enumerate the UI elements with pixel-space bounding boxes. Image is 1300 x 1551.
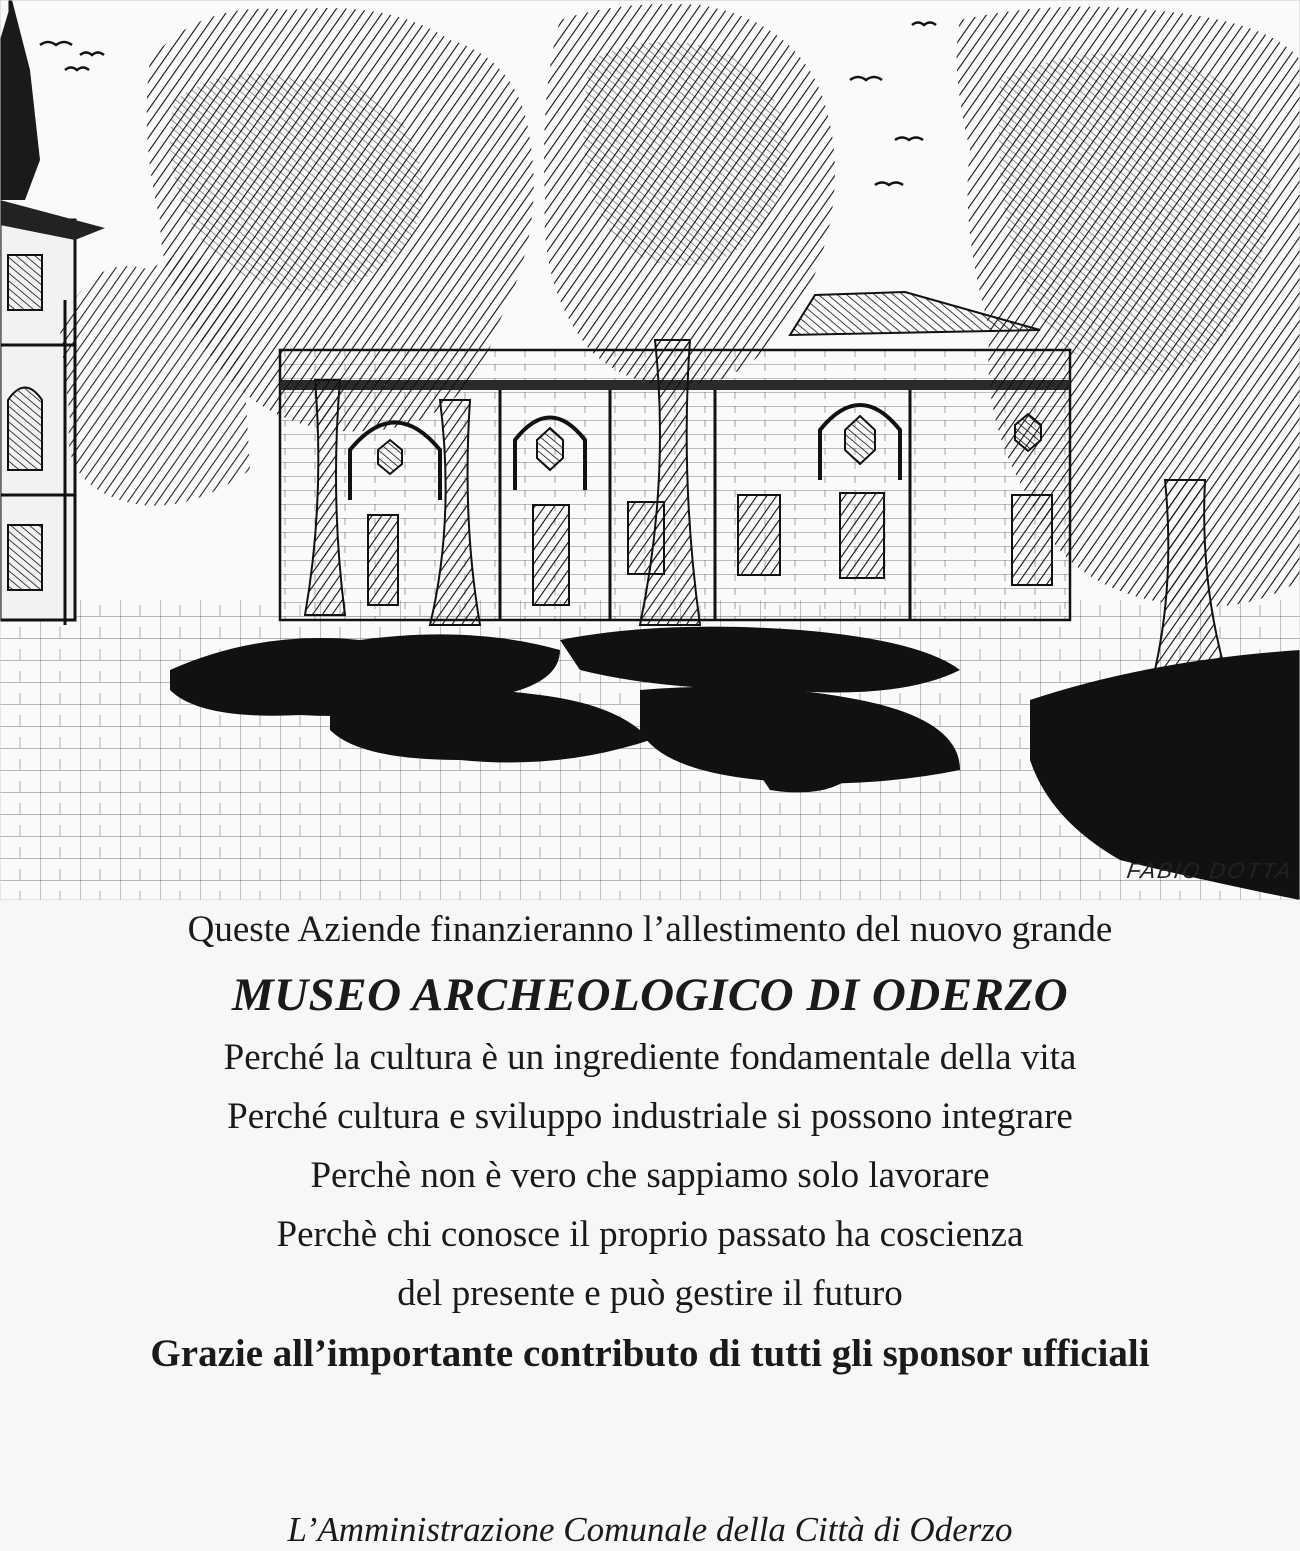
museum-title: MUSEO ARCHEOLOGICO DI ODERZO (231, 969, 1069, 1021)
reason-line: Perché la cultura è un ingrediente fondamentale della vita (223, 1037, 1077, 1078)
thanks-line: Grazie all’importante contributo di tutti gli sponsor ufficiali (150, 1332, 1150, 1375)
dedication-text (0, 905, 1300, 1373)
reason-line: Perchè chi conosce il proprio passato ha coscienza (276, 1214, 1024, 1255)
reason-line: Perché cultura e sviluppo industriale si possono integrare (227, 1096, 1073, 1137)
reason-line: del presente e può gestire il futuro (397, 1273, 903, 1314)
reason-line: Perchè non è vero che sappiamo solo lavorare (310, 1155, 990, 1196)
artist-signature: FABIO DOTTA (1124, 858, 1294, 883)
intro-line: Queste Aziende finanzieranno l’allestimento del nuovo grande (187, 909, 1113, 950)
administration-signoff: L’Amministrazione Comunale della Città di Oderzo (287, 1510, 1013, 1549)
